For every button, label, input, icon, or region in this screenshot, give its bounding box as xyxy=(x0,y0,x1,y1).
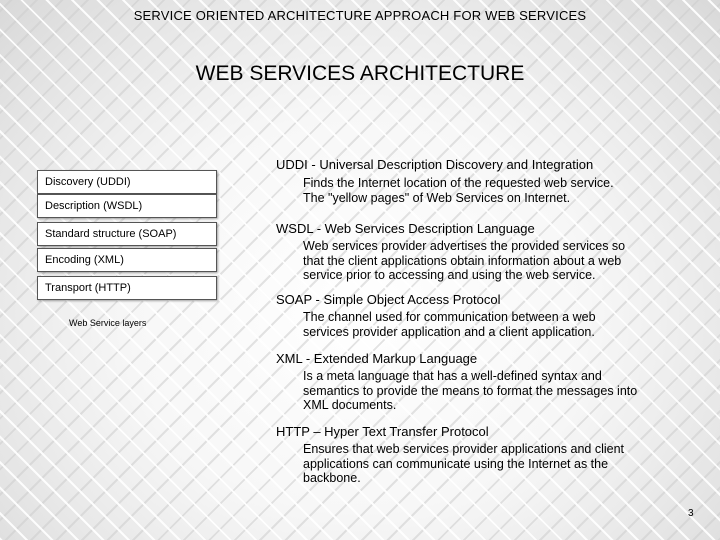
definition-line: The "yellow pages" of Web Services on Internet. xyxy=(303,190,571,205)
definition-body-xml xyxy=(303,369,708,413)
definition-body-http xyxy=(303,442,708,486)
layer-standard-structure: Standard structure (SOAP) xyxy=(37,222,217,246)
definition-line: Web services provider advertises the provided services so xyxy=(303,239,626,253)
definition-line: service prior to accessing and using the web service. xyxy=(303,268,596,282)
definition-body-uddi xyxy=(303,176,708,205)
definition-line: semantics to provide the means to format the messages into xyxy=(303,383,638,398)
definition-line: The channel used for communication between a web xyxy=(303,310,596,324)
definition-term-http: HTTP – Hyper Text Transfer Protocol xyxy=(276,424,489,439)
definition-line: that the client applications obtain information about a web xyxy=(303,253,622,268)
definition-line: applications can communicate using the Internet as the xyxy=(303,456,609,471)
definition-line: services provider application and a client application. xyxy=(303,324,595,339)
definition-line: backbone. xyxy=(303,471,361,485)
layer-transport: Transport (HTTP) xyxy=(37,276,217,300)
layer-discovery: Discovery (UDDI) xyxy=(37,170,217,194)
slide-header: SERVICE ORIENTED ARCHITECTURE APPROACH FOR WEB SERVICES xyxy=(133,8,587,23)
definition-term-uddi: UDDI - Universal Description Discovery and Integration xyxy=(276,157,594,172)
definition-body-soap xyxy=(303,310,708,339)
definition-term-wsdl: WSDL - Web Services Description Language xyxy=(276,221,535,236)
layers-caption: Web Service layers xyxy=(69,318,147,328)
definition-line: Finds the Internet location of the requested web service. xyxy=(303,176,614,190)
definition-term-xml: XML - Extended Markup Language xyxy=(276,351,478,366)
definition-line: Is a meta language that has a well-defined syntax and xyxy=(303,369,602,383)
layer-encoding: Encoding (XML) xyxy=(37,248,217,272)
page-number: 3 xyxy=(688,508,694,519)
layer-description: Description (WSDL) xyxy=(37,194,217,218)
definition-body-wsdl xyxy=(303,239,708,283)
slide-title: WEB SERVICES ARCHITECTURE xyxy=(195,62,525,85)
definition-line: Ensures that web services provider applications and client xyxy=(303,442,625,456)
definition-term-soap: SOAP - Simple Object Access Protocol xyxy=(276,292,501,307)
definition-line: XML documents. xyxy=(303,398,397,412)
